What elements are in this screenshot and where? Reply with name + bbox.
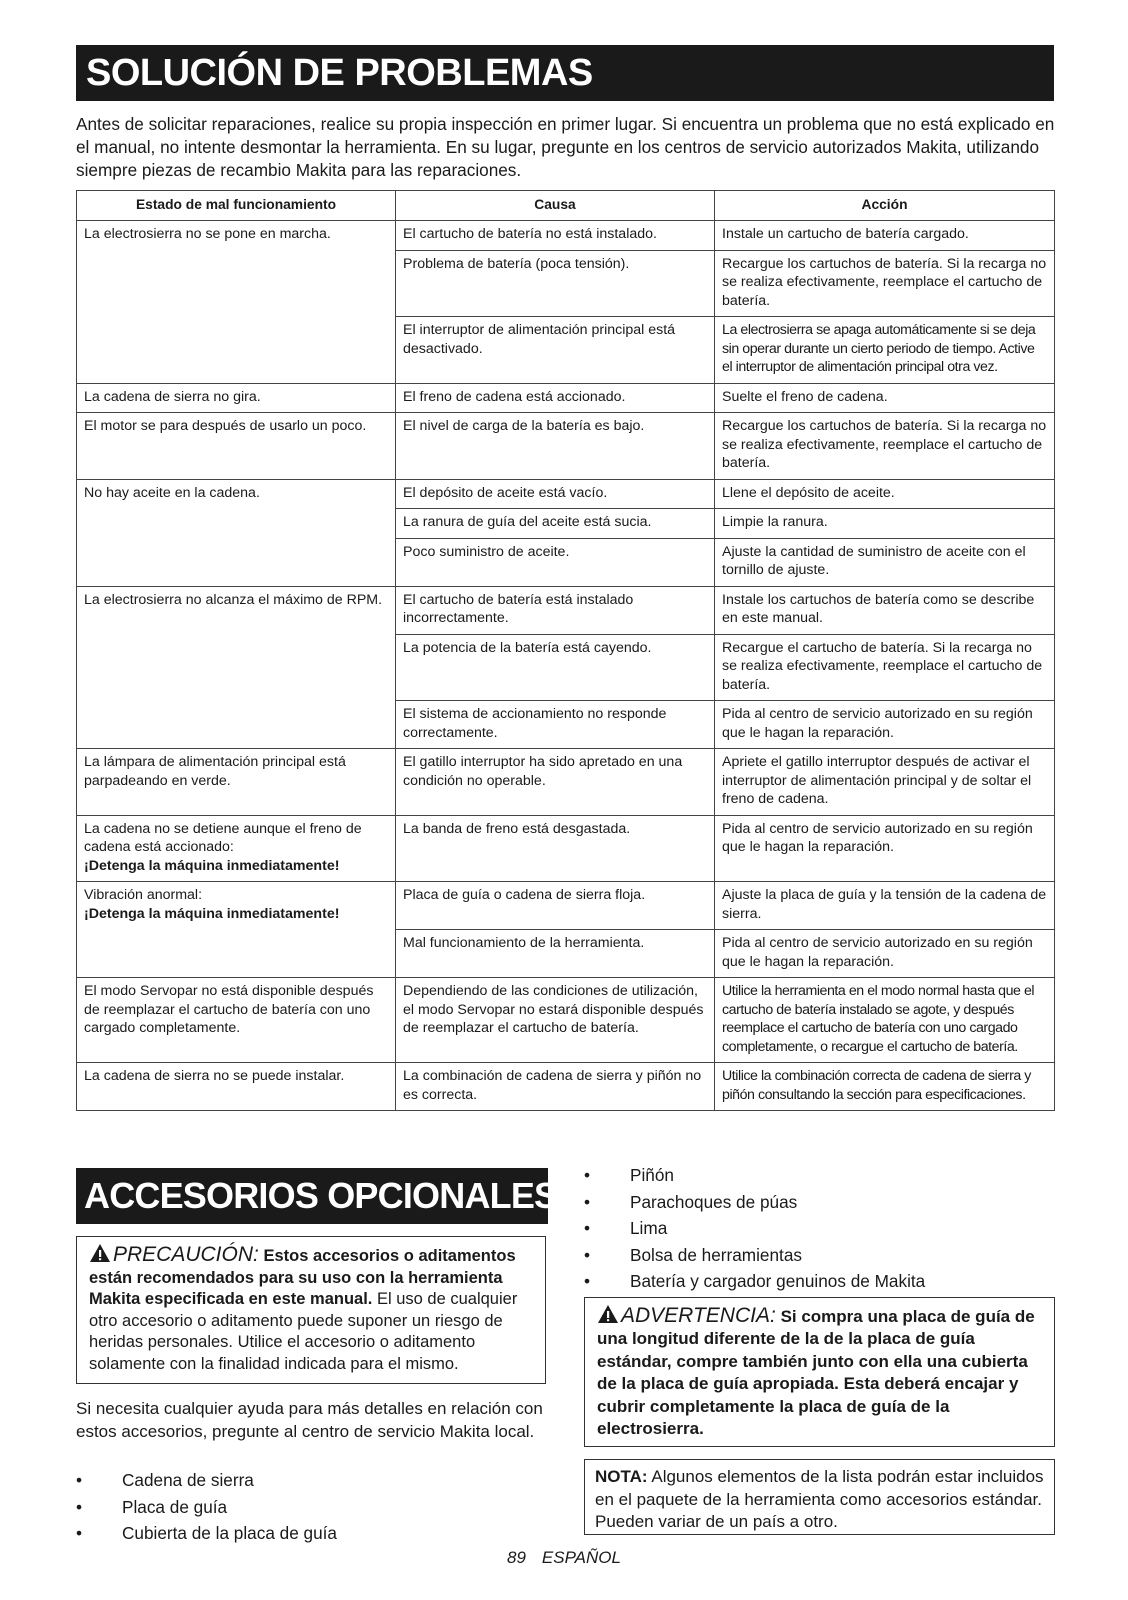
column-header-causa: Causa [396,191,715,221]
note-label: NOTA: [595,1467,648,1486]
table-row [77,479,1055,509]
table-header-row [77,191,1055,221]
list-item [584,1268,925,1295]
warning-triangle-icon [89,1243,111,1263]
table-row [77,383,1055,413]
intro-paragraph: Antes de solicitar reparaciones, realice su propia inspección en primer lugar. Si encuentra un problema que no está explicado en el manual, no intente desmontar la herramienta. En su lugar, pregunte en los centros de servicio autorizados Makita, utilizando siempre piezas de recambio Makita para las reparaciones. [76,114,1055,180]
footer-language: ESPAÑOL [541,1548,621,1567]
cell-accion: Pida al centro de servicio autorizado en su región que le hagan la reparación. [715,815,1055,882]
cell-causa: Placa de guía o cadena de sierra floja. [396,882,715,930]
warning-triangle-icon [597,1304,619,1324]
cell-causa: El freno de cadena está accionado. [396,383,715,413]
list-item [76,1494,337,1521]
list-item-label: Placa de guía [122,1496,228,1517]
accessories-list-left [76,1467,337,1547]
bullet: • [76,1496,83,1517]
cell-causa: La banda de freno está desgastada. [396,815,715,882]
cell-causa: La combinación de cadena de sierra y piñón no es correcta. [396,1063,715,1111]
stop-machine-warning: ¡Detenga la máquina inmediatamente! [84,905,340,922]
note-text: Algunos elementos de la lista podrán estar incluidos en el paquete de la herramienta como accesorios estándar. Pueden variar de un país a otro. [595,1467,1044,1531]
cell-causa: Dependiendo de las condiciones de utilización, el modo Servopar no estará disponible después de reemplazar el cartucho de batería. [396,978,715,1063]
cell-accion: Llene el depósito de aceite. [715,479,1055,509]
cell-accion: Instale los cartuchos de batería como se describe en este manual. [715,586,1055,634]
warning-box [584,1297,1055,1447]
table-row [77,815,1055,882]
list-item [584,1215,925,1242]
bullet: • [76,1470,83,1490]
accessories-help-text: Si necesita cualquier ayuda para más detalles en relación con estos accesorios, pregunte al centro de servicio Makita local. [76,1399,543,1441]
table-row [77,749,1055,816]
cell-estado [77,815,396,882]
cell-causa: La potencia de la batería está cayendo. [396,634,715,701]
bullet: • [584,1271,591,1291]
table-row [77,882,1055,930]
cell-estado: El motor se para después de usarlo un poco. [77,413,396,480]
cell-estado: La cadena de sierra no se puede instalar. [77,1063,396,1111]
list-item-label: Cubierta de la placa de guía [122,1523,337,1543]
caution-bold-text: Estos accesorios o aditamentos están recomendados para su uso con la herramienta Makita especificada en este manual. [89,1247,516,1308]
cell-accion: Utilice la combinación correcta de cadena de sierra y piñón consultando la sección para especificaciones. [715,1063,1055,1111]
warning-label: ADVERTENCIA: [621,1304,776,1327]
accessories-title: ACCESORIOS OPCIONALES [76,1168,548,1224]
warning-text: Si compra una placa de guía de una longitud diferente de la de la placa de guía estándar, compre también junto con ella una cubierta de la placa de guía apropiada. Esta deberá encajar y cubrir completamente la placa de guía de la electrosierra. [597,1307,1035,1439]
bullet: • [584,1218,591,1238]
cell-estado [77,882,396,978]
list-item-label: Cadena de sierra [122,1470,254,1490]
cell-accion: Pida al centro de servicio autorizado en su región que le hagan la reparación. [715,930,1055,978]
bullet: • [584,1244,591,1265]
cell-causa: Problema de batería (poca tensión). [396,250,715,317]
bullet: • [584,1191,591,1212]
cell-causa: El sistema de accionamiento no responde correctamente. [396,701,715,749]
table-row [77,413,1055,480]
cell-accion: Limpie la ranura. [715,509,1055,539]
caution-box [76,1236,546,1384]
cell-estado: La lámpara de alimentación principal está parpadeando en verde. [77,749,396,816]
list-item-label: Parachoques de púas [630,1191,798,1212]
list-item-label: Bolsa de herramientas [630,1244,802,1265]
note-box [584,1459,1055,1535]
cell-accion: Recargue los cartuchos de batería. Si la recarga no se realiza efectivamente, reemplace el cartucho de batería. [715,250,1055,317]
cell-estado: La cadena de sierra no gira. [77,383,396,413]
cell-accion: Ajuste la cantidad de suministro de aceite con el tornillo de ajuste. [715,538,1055,586]
cell-accion: Suelte el freno de cadena. [715,383,1055,413]
bullet: • [584,1165,591,1185]
cell-accion: Pida al centro de servicio autorizado en su región que le hagan la reparación. [715,701,1055,749]
cell-causa: Poco suministro de aceite. [396,538,715,586]
list-item [76,1520,337,1547]
table-row [77,221,1055,251]
cell-causa: El gatillo interruptor ha sido apretado en una condición no operable. [396,749,715,816]
table-row [77,1063,1055,1111]
cell-estado-text: Vibración anormal: [84,887,203,903]
cell-accion: La electrosierra se apaga automáticamente si se deja sin operar durante un cierto periodo de tiempo. Active el interruptor de alimentación principal otra vez. [715,317,1055,384]
bullet: • [76,1523,83,1543]
troubleshooting-table [76,190,1055,1111]
caution-text: El uso de cualquier otro accesorio o aditamento puede suponer un riesgo de heridas personales. Utilice el accesorio o aditamento solamente con la finalidad indicada para el mismo. [89,1290,518,1373]
caution-label: PRECAUCIÓN: [113,1243,259,1266]
accessories-list-right [584,1162,925,1295]
cell-accion: Recargue los cartuchos de batería. Si la recarga no se realiza efectivamente, reemplace el cartucho de batería. [715,413,1055,480]
cell-causa: El interruptor de alimentación principal está desactivado. [396,317,715,384]
cell-estado-text: La cadena no se detiene aunque el freno de cadena está accionado: [84,820,362,855]
table-row [77,586,1055,634]
cell-causa: El cartucho de batería no está instalado. [396,221,715,251]
cell-accion: Apriete el gatillo interruptor después de activar el interruptor de alimentación principal y de soltar el freno de cadena. [715,749,1055,816]
cell-causa: La ranura de guía del aceite está sucia. [396,509,715,539]
page-footer [0,1548,1128,1568]
list-item [584,1162,925,1189]
cell-estado: La electrosierra no alcanza el máximo de RPM. [77,586,396,749]
column-header-estado: Estado de mal funcionamiento [77,191,396,221]
list-item [584,1242,925,1269]
table-row [77,978,1055,1063]
list-item-label: Piñón [630,1165,674,1185]
cell-causa: El nivel de carga de la batería es bajo. [396,413,715,480]
list-item-label: Lima [630,1218,668,1238]
cell-estado: El modo Servopar no está disponible después de reemplazar el cartucho de batería con uno cargado completamente. [77,978,396,1063]
cell-causa: El cartucho de batería está instalado incorrectamente. [396,586,715,634]
list-item-label: Batería y cargador genuinos de Makita [630,1271,926,1291]
page-number: 89 [507,1548,526,1567]
cell-accion: Utilice la herramienta en el modo normal hasta que el cartucho de batería instalado se agote, y después reemplace el cartucho de batería con uno cargado completamente, o recargue el cartucho de batería. [715,978,1055,1063]
cell-causa: Mal funcionamiento de la herramienta. [396,930,715,978]
page-title: SOLUCIÓN DE PROBLEMAS [76,45,1054,101]
cell-accion: Ajuste la placa de guía y la tensión de la cadena de sierra. [715,882,1055,930]
list-item [584,1189,925,1216]
cell-causa: El depósito de aceite está vacío. [396,479,715,509]
list-item [76,1467,337,1494]
column-header-accion: Acción [715,191,1055,221]
cell-accion: Recargue el cartucho de batería. Si la recarga no se realiza efectivamente, reemplace el cartucho de batería. [715,634,1055,701]
stop-machine-warning: ¡Detenga la máquina inmediatamente! [84,857,340,874]
cell-estado: La electrosierra no se pone en marcha. [77,221,396,384]
cell-estado: No hay aceite en la cadena. [77,479,396,586]
cell-accion: Instale un cartucho de batería cargado. [715,221,1055,251]
